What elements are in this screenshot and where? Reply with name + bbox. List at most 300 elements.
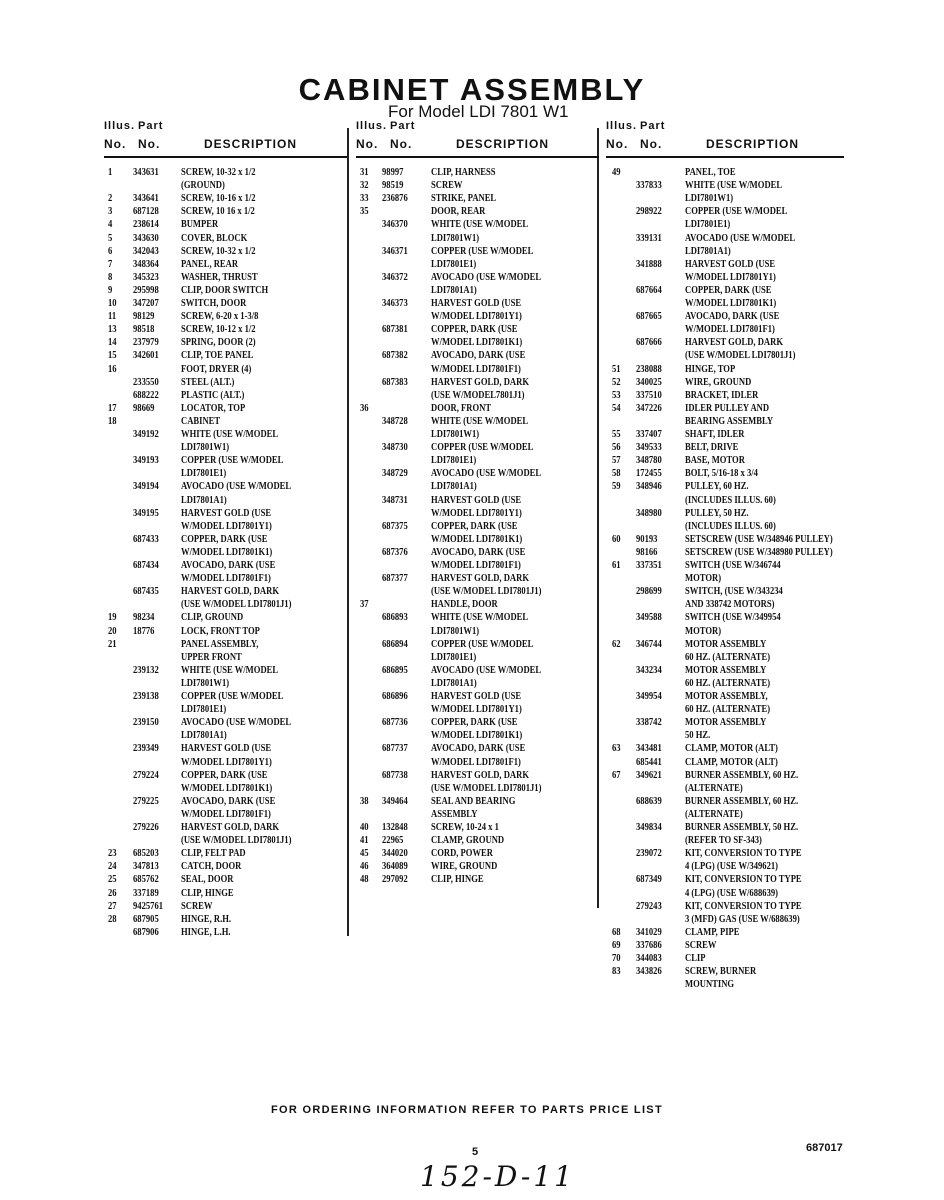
part-number: 687905	[133, 912, 159, 925]
description: SCREW, 10 16 x 1/2	[181, 205, 255, 218]
header-illus: Illus.	[606, 120, 638, 132]
part-number: 347813	[133, 860, 159, 873]
description: COPPER, DARK (USE	[685, 283, 772, 296]
table-row	[606, 690, 851, 703]
table-row	[104, 323, 349, 336]
table-row	[606, 454, 851, 467]
part-number: 9425761	[133, 899, 164, 912]
part-number: 343641	[133, 192, 159, 205]
table-row	[356, 716, 601, 729]
header-illus-no: No.	[606, 137, 629, 151]
description: PANEL, TOE	[685, 166, 736, 178]
description: HANDLE, DOOR	[431, 598, 498, 611]
header-rule	[104, 156, 347, 158]
table-row	[104, 389, 349, 402]
illus-number: 48	[360, 873, 369, 886]
description: LDI7801E1)	[181, 703, 227, 716]
illus-number: 4	[108, 218, 113, 231]
description: MOTOR)	[685, 572, 722, 585]
description: WASHER, THRUST	[181, 270, 258, 283]
part-number: 298922	[636, 205, 662, 218]
part-number: 340025	[636, 375, 662, 388]
description: CLIP	[685, 952, 706, 964]
table-row	[104, 795, 349, 808]
description: PULLEY, 60 HZ.	[685, 480, 749, 493]
description: W/MODEL LDI7801K1)	[685, 297, 777, 309]
part-number: 239072	[636, 847, 662, 860]
table-row	[356, 467, 601, 480]
description: KIT, CONVERSION TO TYPE	[685, 847, 802, 860]
description: SCREW, BURNER	[685, 965, 757, 978]
description: W/MODEL LDI7801F1)	[181, 572, 271, 585]
table-row	[606, 363, 851, 376]
description: BEARING ASSEMBLY	[685, 414, 774, 427]
table-row	[606, 808, 851, 821]
table-row	[606, 428, 851, 441]
description: 60 HZ. (ALTERNATE)	[685, 650, 771, 663]
table-row	[606, 389, 851, 402]
table-row	[606, 441, 851, 454]
description: LDI7801A1)	[685, 244, 731, 257]
description: LDI7801W1)	[431, 624, 480, 637]
table-row	[606, 769, 851, 782]
page-number: 5	[472, 1146, 479, 1158]
description: SCREW, 10-12 x 1/2	[181, 323, 256, 336]
description: LDI7801W1)	[431, 231, 480, 244]
table-row	[356, 847, 601, 860]
description: COPPER (USE W/MODEL	[431, 441, 534, 454]
table-row	[356, 585, 601, 598]
description: LDI7801A1)	[181, 493, 227, 506]
table-row	[606, 559, 851, 572]
part-number: 341888	[636, 257, 662, 270]
table-row	[104, 179, 349, 192]
description: (INCLUDES ILLUS. 60)	[685, 519, 776, 532]
table-row	[606, 664, 851, 677]
part-number: 22965	[382, 834, 404, 847]
description: 4 (LPG) (USE W/688639)	[685, 886, 779, 899]
description: WHITE (USE W/MODEL	[181, 663, 279, 676]
table-row	[104, 232, 349, 245]
description: COPPER, DARK (USE	[181, 768, 268, 781]
description: W/MODEL LDI7801Y1)	[181, 519, 272, 532]
table-row	[104, 664, 349, 677]
table-row	[104, 284, 349, 297]
header-rule	[606, 156, 844, 158]
description: AVOCADO (USE W/MODEL	[181, 480, 292, 493]
description: WIRE, GROUND	[685, 375, 752, 388]
description: LDI7801A1)	[431, 676, 477, 689]
part-number: 687664	[636, 283, 662, 296]
table-row	[356, 323, 601, 336]
part-number: 342601	[133, 349, 159, 362]
table-row	[356, 507, 601, 520]
table-row	[104, 572, 349, 585]
part-number: 687906	[133, 925, 159, 938]
table-row	[356, 428, 601, 441]
part-number: 348729	[382, 467, 408, 480]
illus-number: 26	[108, 886, 117, 899]
table-row	[356, 756, 601, 769]
table-row	[104, 598, 349, 611]
description: SWITCH, (USE W/343234	[685, 585, 783, 598]
description: (ALTERNATE)	[685, 781, 743, 794]
table-row	[356, 625, 601, 638]
description: CLAMP, GROUND	[431, 834, 505, 847]
part-number: 132848	[382, 821, 408, 833]
table-row	[606, 323, 851, 336]
description: WHITE (USE W/MODEL	[431, 611, 529, 624]
table-row	[606, 349, 851, 362]
table-row	[606, 742, 851, 755]
description: LDI7801W1)	[431, 428, 480, 440]
table-row	[356, 808, 601, 821]
illus-number: 7	[108, 257, 113, 270]
table-row	[356, 284, 601, 297]
description: PLASTIC (ALT.)	[181, 388, 245, 401]
table-row	[356, 795, 601, 808]
description: COPPER, DARK (USE	[181, 532, 268, 545]
description: SEAL AND BEARING	[431, 794, 516, 807]
table-row	[104, 742, 349, 755]
part-number: 364089	[382, 860, 408, 873]
table-row	[104, 467, 349, 480]
table-row	[104, 690, 349, 703]
table-row	[356, 402, 601, 415]
description: AVOCADO, DARK (USE	[431, 349, 526, 362]
table-row	[606, 297, 851, 310]
table-row	[356, 546, 601, 559]
table-row	[606, 703, 851, 716]
description: CLIP, GROUND	[181, 611, 244, 624]
description: STEEL (ALT.)	[181, 375, 235, 388]
description: AVOCADO, DARK (USE	[431, 545, 526, 558]
table-row	[356, 860, 601, 873]
illus-number: 40	[360, 821, 369, 833]
handwritten-note: 152-D-11	[420, 1160, 575, 1193]
illus-number: 51	[612, 362, 621, 375]
part-number: 18776	[133, 624, 155, 637]
table-row	[104, 834, 349, 847]
description: LDI7801E1)	[431, 650, 477, 663]
illus-number: 36	[360, 401, 369, 414]
description: CLIP, HINGE	[431, 873, 484, 886]
description: 3 (MFD) GAS (USE W/688639)	[685, 912, 800, 925]
description: AVOCADO (USE W/MODEL	[431, 270, 542, 283]
part-number: 295998	[133, 283, 159, 296]
description: FOOT, DRYER (4)	[181, 362, 252, 375]
table-row	[356, 638, 601, 651]
description: COPPER, DARK (USE	[431, 519, 518, 532]
description: 4 (LPG) (USE W/349621)	[685, 860, 779, 873]
description: CLAMP, PIPE	[685, 925, 740, 938]
part-number: 337351	[636, 559, 662, 571]
illus-number: 49	[612, 166, 621, 178]
illus-number: 35	[360, 205, 369, 218]
illus-number: 33	[360, 192, 369, 205]
table-row	[104, 716, 349, 729]
description: BURNER ASSEMBLY, 50 HZ.	[685, 821, 799, 833]
part-number: 233550	[133, 375, 159, 388]
table-row	[356, 520, 601, 533]
description: SCREW, 10-32 x 1/2	[181, 244, 256, 257]
description: LDI7801E1)	[685, 218, 731, 231]
part-number: 348980	[636, 506, 662, 519]
header-part: Part	[390, 120, 416, 132]
part-number: 687738	[382, 768, 408, 781]
table-row	[356, 729, 601, 742]
table-row	[104, 559, 349, 572]
table-row	[104, 441, 349, 454]
table-row	[606, 939, 851, 952]
description: COPPER (USE W/MODEL	[685, 205, 788, 218]
description: 50 HZ.	[685, 729, 711, 742]
description: COPPER (USE W/MODEL	[431, 637, 534, 650]
illus-number: 17	[108, 401, 117, 414]
table-row	[104, 900, 349, 913]
illus-number: 58	[612, 467, 621, 480]
table-row	[606, 245, 851, 258]
description: CLIP, HINGE	[181, 886, 234, 899]
table-row	[356, 336, 601, 349]
illus-number: 15	[108, 349, 117, 362]
part-number: 279225	[133, 794, 159, 807]
table-row	[104, 756, 349, 769]
description: W/MODEL LDI7801F1)	[431, 755, 521, 768]
table-row	[104, 297, 349, 310]
part-number: 337407	[636, 428, 662, 440]
description: IDLER PULLEY AND	[685, 401, 770, 414]
part-number: 279243	[636, 899, 662, 912]
description: COPPER (USE W/MODEL	[181, 454, 284, 467]
table-row	[104, 454, 349, 467]
table-row	[104, 808, 349, 821]
part-number: 685203	[133, 847, 159, 860]
table-row	[606, 494, 851, 507]
part-number: 348728	[382, 414, 408, 427]
description: CLAMP, MOTOR (ALT)	[685, 742, 778, 755]
part-number: 344020	[382, 847, 408, 860]
part-number: 687737	[382, 742, 408, 755]
table-row	[606, 756, 851, 769]
description: HINGE, R.H.	[181, 912, 232, 925]
table-row	[606, 900, 851, 913]
part-number: 686896	[382, 690, 408, 702]
description: SETSCREW (USE W/348946 PULLEY)	[685, 532, 833, 545]
table-row	[356, 494, 601, 507]
table-row	[356, 690, 601, 703]
description: HINGE, L.H.	[181, 925, 231, 938]
part-number: 349193	[133, 454, 159, 467]
table-row	[356, 363, 601, 376]
table-row	[606, 520, 851, 533]
description: MOUNTING	[685, 978, 735, 991]
description: MOTOR)	[685, 624, 722, 637]
part-number: 348364	[133, 257, 159, 270]
illus-number: 13	[108, 323, 117, 336]
description: SWITCH, DOOR	[181, 297, 247, 309]
description: AVOCADO, DARK (USE	[685, 310, 780, 323]
part-number: 349194	[133, 480, 159, 493]
description: SHAFT, IDLER	[685, 428, 745, 440]
part-number: 338742	[636, 716, 662, 729]
part-number: 346744	[636, 637, 662, 650]
table-row	[606, 258, 851, 271]
illus-number: 2	[108, 192, 113, 205]
illus-number: 57	[612, 454, 621, 467]
part-number: 349533	[636, 441, 662, 454]
illus-number: 3	[108, 205, 113, 218]
description: HARVEST GOLD, DARK	[431, 572, 529, 585]
illus-number: 59	[612, 480, 621, 493]
description: SCREW, 6-20 x 1-3/8	[181, 310, 259, 323]
description: SCREW	[181, 899, 213, 912]
description: BELT, DRIVE	[685, 441, 739, 454]
description: CLIP, FELT PAD	[181, 847, 246, 860]
description: MOTOR ASSEMBLY,	[685, 690, 768, 702]
table-row	[356, 769, 601, 782]
table-row	[606, 271, 851, 284]
table-row	[104, 349, 349, 362]
table-row	[606, 729, 851, 742]
illus-number: 55	[612, 428, 621, 440]
table-row	[606, 834, 851, 847]
header-description: DESCRIPTION	[706, 137, 800, 151]
table-row	[356, 703, 601, 716]
description: W/MODEL LDI7801Y1)	[431, 506, 522, 519]
illus-number: 37	[360, 598, 369, 611]
description: LOCATOR, TOP	[181, 401, 246, 414]
description: LDI7801W1)	[181, 676, 230, 689]
description: SCREW	[431, 179, 463, 192]
table-row	[104, 729, 349, 742]
illus-number: 60	[612, 532, 621, 545]
table-row	[104, 192, 349, 205]
part-number: 279226	[133, 821, 159, 833]
description: BASE, MOTOR	[685, 454, 745, 467]
table-row	[104, 258, 349, 271]
description: COVER, BLOCK	[181, 231, 248, 244]
description: HARVEST GOLD, DARK	[431, 768, 529, 781]
table-row	[606, 467, 851, 480]
part-number: 687435	[133, 585, 159, 598]
description: SCREW, 10-32 x 1/2	[181, 166, 256, 178]
description: SCREW	[685, 938, 717, 951]
description: LDI7801E1)	[181, 467, 227, 480]
illus-number: 63	[612, 742, 621, 755]
illus-number: 45	[360, 847, 369, 860]
table-row	[606, 926, 851, 939]
table-row	[104, 860, 349, 873]
illus-number: 23	[108, 847, 117, 860]
description: KIT, CONVERSION TO TYPE	[685, 873, 802, 886]
description: W/MODEL LDI7801K1)	[431, 336, 523, 349]
description: W/MODEL LDI7801Y1)	[431, 310, 522, 323]
illus-number: 6	[108, 244, 113, 257]
table-row	[356, 192, 601, 205]
illus-number: 38	[360, 794, 369, 807]
description: W/MODEL LDI7801K1)	[431, 532, 523, 545]
illus-number: 46	[360, 860, 369, 873]
part-number: 349195	[133, 506, 159, 519]
table-row	[356, 376, 601, 389]
table-row	[104, 218, 349, 231]
table-row	[606, 376, 851, 389]
table-row	[606, 873, 851, 886]
table-row	[356, 834, 601, 847]
part-number: 687376	[382, 545, 408, 558]
part-number: 348731	[382, 493, 408, 506]
description: CATCH, DOOR	[181, 860, 242, 873]
table-row	[356, 651, 601, 664]
table-row	[606, 402, 851, 415]
part-number: 686894	[382, 637, 408, 650]
table-row	[356, 389, 601, 402]
table-row	[606, 507, 851, 520]
description: W/MODEL LDI7801Y1)	[431, 703, 522, 716]
part-number: 239138	[133, 690, 159, 702]
part-number: 343630	[133, 231, 159, 244]
description: COPPER, DARK (USE	[431, 716, 518, 729]
description: (GROUND)	[181, 179, 225, 192]
part-number: 343631	[133, 166, 159, 178]
part-number: 348730	[382, 441, 408, 454]
description: HARVEST GOLD (USE	[685, 257, 776, 270]
part-number: 337686	[636, 938, 662, 951]
table-row	[356, 572, 601, 585]
table-row	[606, 480, 851, 493]
description: DOOR, FRONT	[431, 401, 492, 414]
description: HARVEST GOLD (USE	[181, 506, 272, 519]
table-row	[606, 887, 851, 900]
part-number: 98166	[636, 545, 658, 558]
illus-number: 25	[108, 873, 117, 886]
illus-number: 16	[108, 362, 117, 375]
part-number: 687377	[382, 572, 408, 585]
illus-number: 54	[612, 401, 621, 414]
table-row	[606, 795, 851, 808]
part-number: 349464	[382, 794, 408, 807]
illus-number: 41	[360, 834, 369, 847]
description: SWITCH (USE W/346744	[685, 559, 781, 571]
table-row	[356, 349, 601, 362]
part-number: 238614	[133, 218, 159, 231]
part-number: 685762	[133, 873, 159, 886]
table-row	[606, 205, 851, 218]
table-row	[356, 454, 601, 467]
table-row	[606, 284, 851, 297]
table-row	[356, 205, 601, 218]
description: CLIP, HARNESS	[431, 166, 496, 178]
part-number: 687433	[133, 532, 159, 545]
description: (USE W/MODEL LDI7801J1)	[431, 781, 542, 794]
description: W/MODEL LDI7801K1)	[431, 729, 523, 742]
header-part: Part	[640, 120, 666, 132]
header-illus: Illus.	[104, 120, 136, 132]
description: HARVEST GOLD (USE	[431, 690, 522, 702]
header-rule	[356, 156, 599, 158]
description: (USE W/MODEL LDI7801J1)	[181, 834, 292, 847]
header-part-no: No.	[390, 137, 413, 151]
description: PANEL, REAR	[181, 257, 239, 270]
table-row	[606, 310, 851, 323]
description: W/MODEL LDI7801F1)	[685, 323, 775, 336]
table-row	[606, 860, 851, 873]
table-row	[104, 271, 349, 284]
illus-number: 83	[612, 965, 621, 978]
description: WHITE (USE W/MODEL	[431, 218, 529, 231]
part-number: 337189	[133, 886, 159, 899]
